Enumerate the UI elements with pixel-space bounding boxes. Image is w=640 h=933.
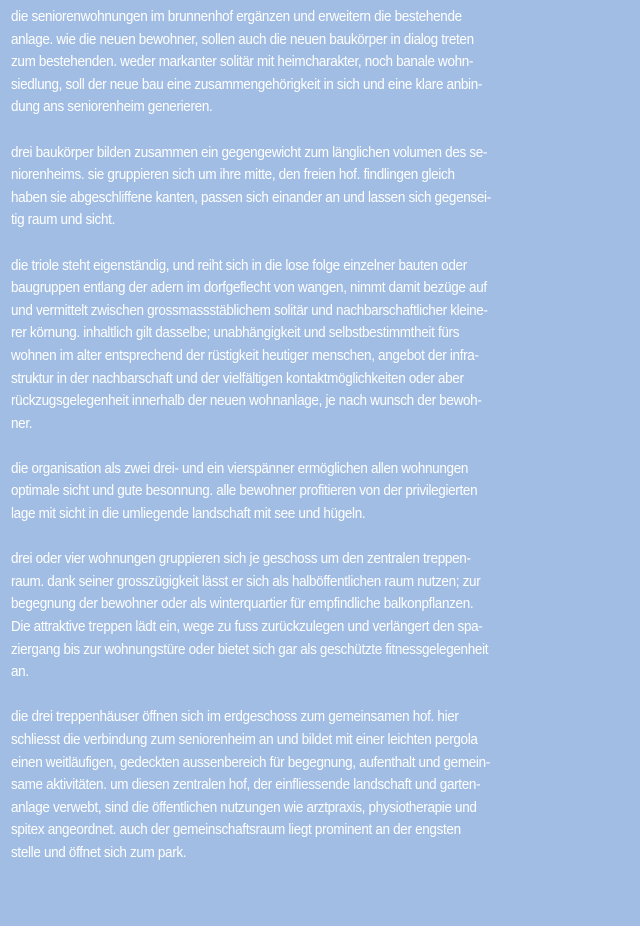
text-line: die seniorenwohnungen im brunnenhof ergänzen und erweitern die bestehende <box>11 9 462 25</box>
text-line: haben sie abgeschliffene kanten, passen sich einander an und lassen sich gegensei- <box>11 189 491 206</box>
text-line: tig raum und sicht. <box>11 212 116 229</box>
paragraph-organisation <box>11 458 589 526</box>
text-line: lage mit sicht in die umliegende landschaft mit see und hügeln. <box>11 506 366 523</box>
text-line: die triole steht eigenständig, und reiht sich in die lose folge einzelner bauten oder <box>11 257 467 274</box>
text-line: und vermittelt zwischen grossmassstäblichem solitär und nachbarschaftlicher kleine- <box>11 302 488 319</box>
text-line: an. <box>11 664 29 681</box>
text-line: same aktivitäten. um diesen zentralen hof, der einfliessende landschaft und garten- <box>11 777 481 794</box>
text-line: Die attraktive treppen lädt ein, wege zu fuss zurückzulegen und verlängert den spa- <box>11 619 483 636</box>
text-line: die organisation als zwei drei- und ein vierspänner ermöglichen allen wohnungen <box>11 460 469 477</box>
paragraph-stairwell <box>11 548 589 684</box>
paragraph-courtyard <box>11 706 589 864</box>
text-line: zum bestehenden. weder markanter solitär mit heimcharakter, noch banale wohn- <box>11 54 474 71</box>
text-line: raum. dank seiner grosszügigkeit lässt er sich als halböffentlichen raum nutzen; zur <box>11 573 481 590</box>
paragraph-intro <box>11 6 589 119</box>
text-line: begegnung der bewohner oder als winterquartier für empfindliche balkonpflanzen. <box>11 596 474 613</box>
project-description <box>11 6 589 887</box>
text-line: schliesst die verbindung zum seniorenheim an und bildet mit einer leichten pergola <box>11 732 478 748</box>
text-line: rer körnung. inhaltlich gilt dasselbe; unabhängigkeit und selbstbestimmtheit fürs <box>11 325 460 342</box>
text-line: baugruppen entlang der adern im dorfgeflecht von wangen, nimmt damit bezüge auf <box>11 280 487 297</box>
paragraph-volumes <box>11 142 589 232</box>
text-line: siedlung, soll der neue bau eine zusammengehörigkeit in sich und eine klare anbin- <box>11 76 483 93</box>
text-line: struktur in der nachbarschaft und der vielfältigen kontaktmöglichkeiten oder aber <box>11 370 464 387</box>
text-line: drei oder vier wohnungen gruppieren sich je geschoss um den zentralen treppen- <box>11 551 471 568</box>
text-line: optimale sicht und gute besonnung. alle bewohner profitieren von der privilegierten <box>11 483 478 500</box>
text-line: anlage verwebt, sind die öffentlichen nutzungen wie arztpraxis, physiotherapie und <box>11 799 477 816</box>
text-line: dung ans seniorenheim generieren. <box>11 99 213 116</box>
text-line: wohnen im alter entsprechend der rüstigkeit heutiger menschen, angebot der infra- <box>11 347 479 364</box>
text-line: ner. <box>11 415 33 432</box>
text-line: anlage. wie die neuen bewohner, sollen auch die neuen baukörper in dialog treten <box>11 31 474 48</box>
text-line: rückzugsgelegenheit innerhalb der neuen wohnanlage, je nach wunsch der bewoh- <box>11 393 482 410</box>
text-line: stelle und öffnet sich zum park. <box>11 844 187 861</box>
text-line: einen weitläufigen, gedeckten aussenbereich für begegnung, aufenthalt und gemein- <box>11 754 490 771</box>
text-line: spitex angeordnet. auch der gemeinschaftsraum liegt prominent an der engsten <box>11 822 461 839</box>
paragraph-triole <box>11 255 589 436</box>
text-line: niorenheims. sie gruppieren sich um ihre mitte, den freien hof. findlingen gleich <box>11 167 455 184</box>
text-line: ziergang bis zur wohnungstüre oder bietet sich gar als geschützte fitnessgelegenheit <box>11 641 489 658</box>
text-line: drei baukörper bilden zusammen ein gegengewicht zum länglichen volumen des se- <box>11 144 488 161</box>
text-line: die drei treppenhäuser öffnen sich im erdgeschoss zum gemeinsamen hof. hier <box>11 709 459 726</box>
